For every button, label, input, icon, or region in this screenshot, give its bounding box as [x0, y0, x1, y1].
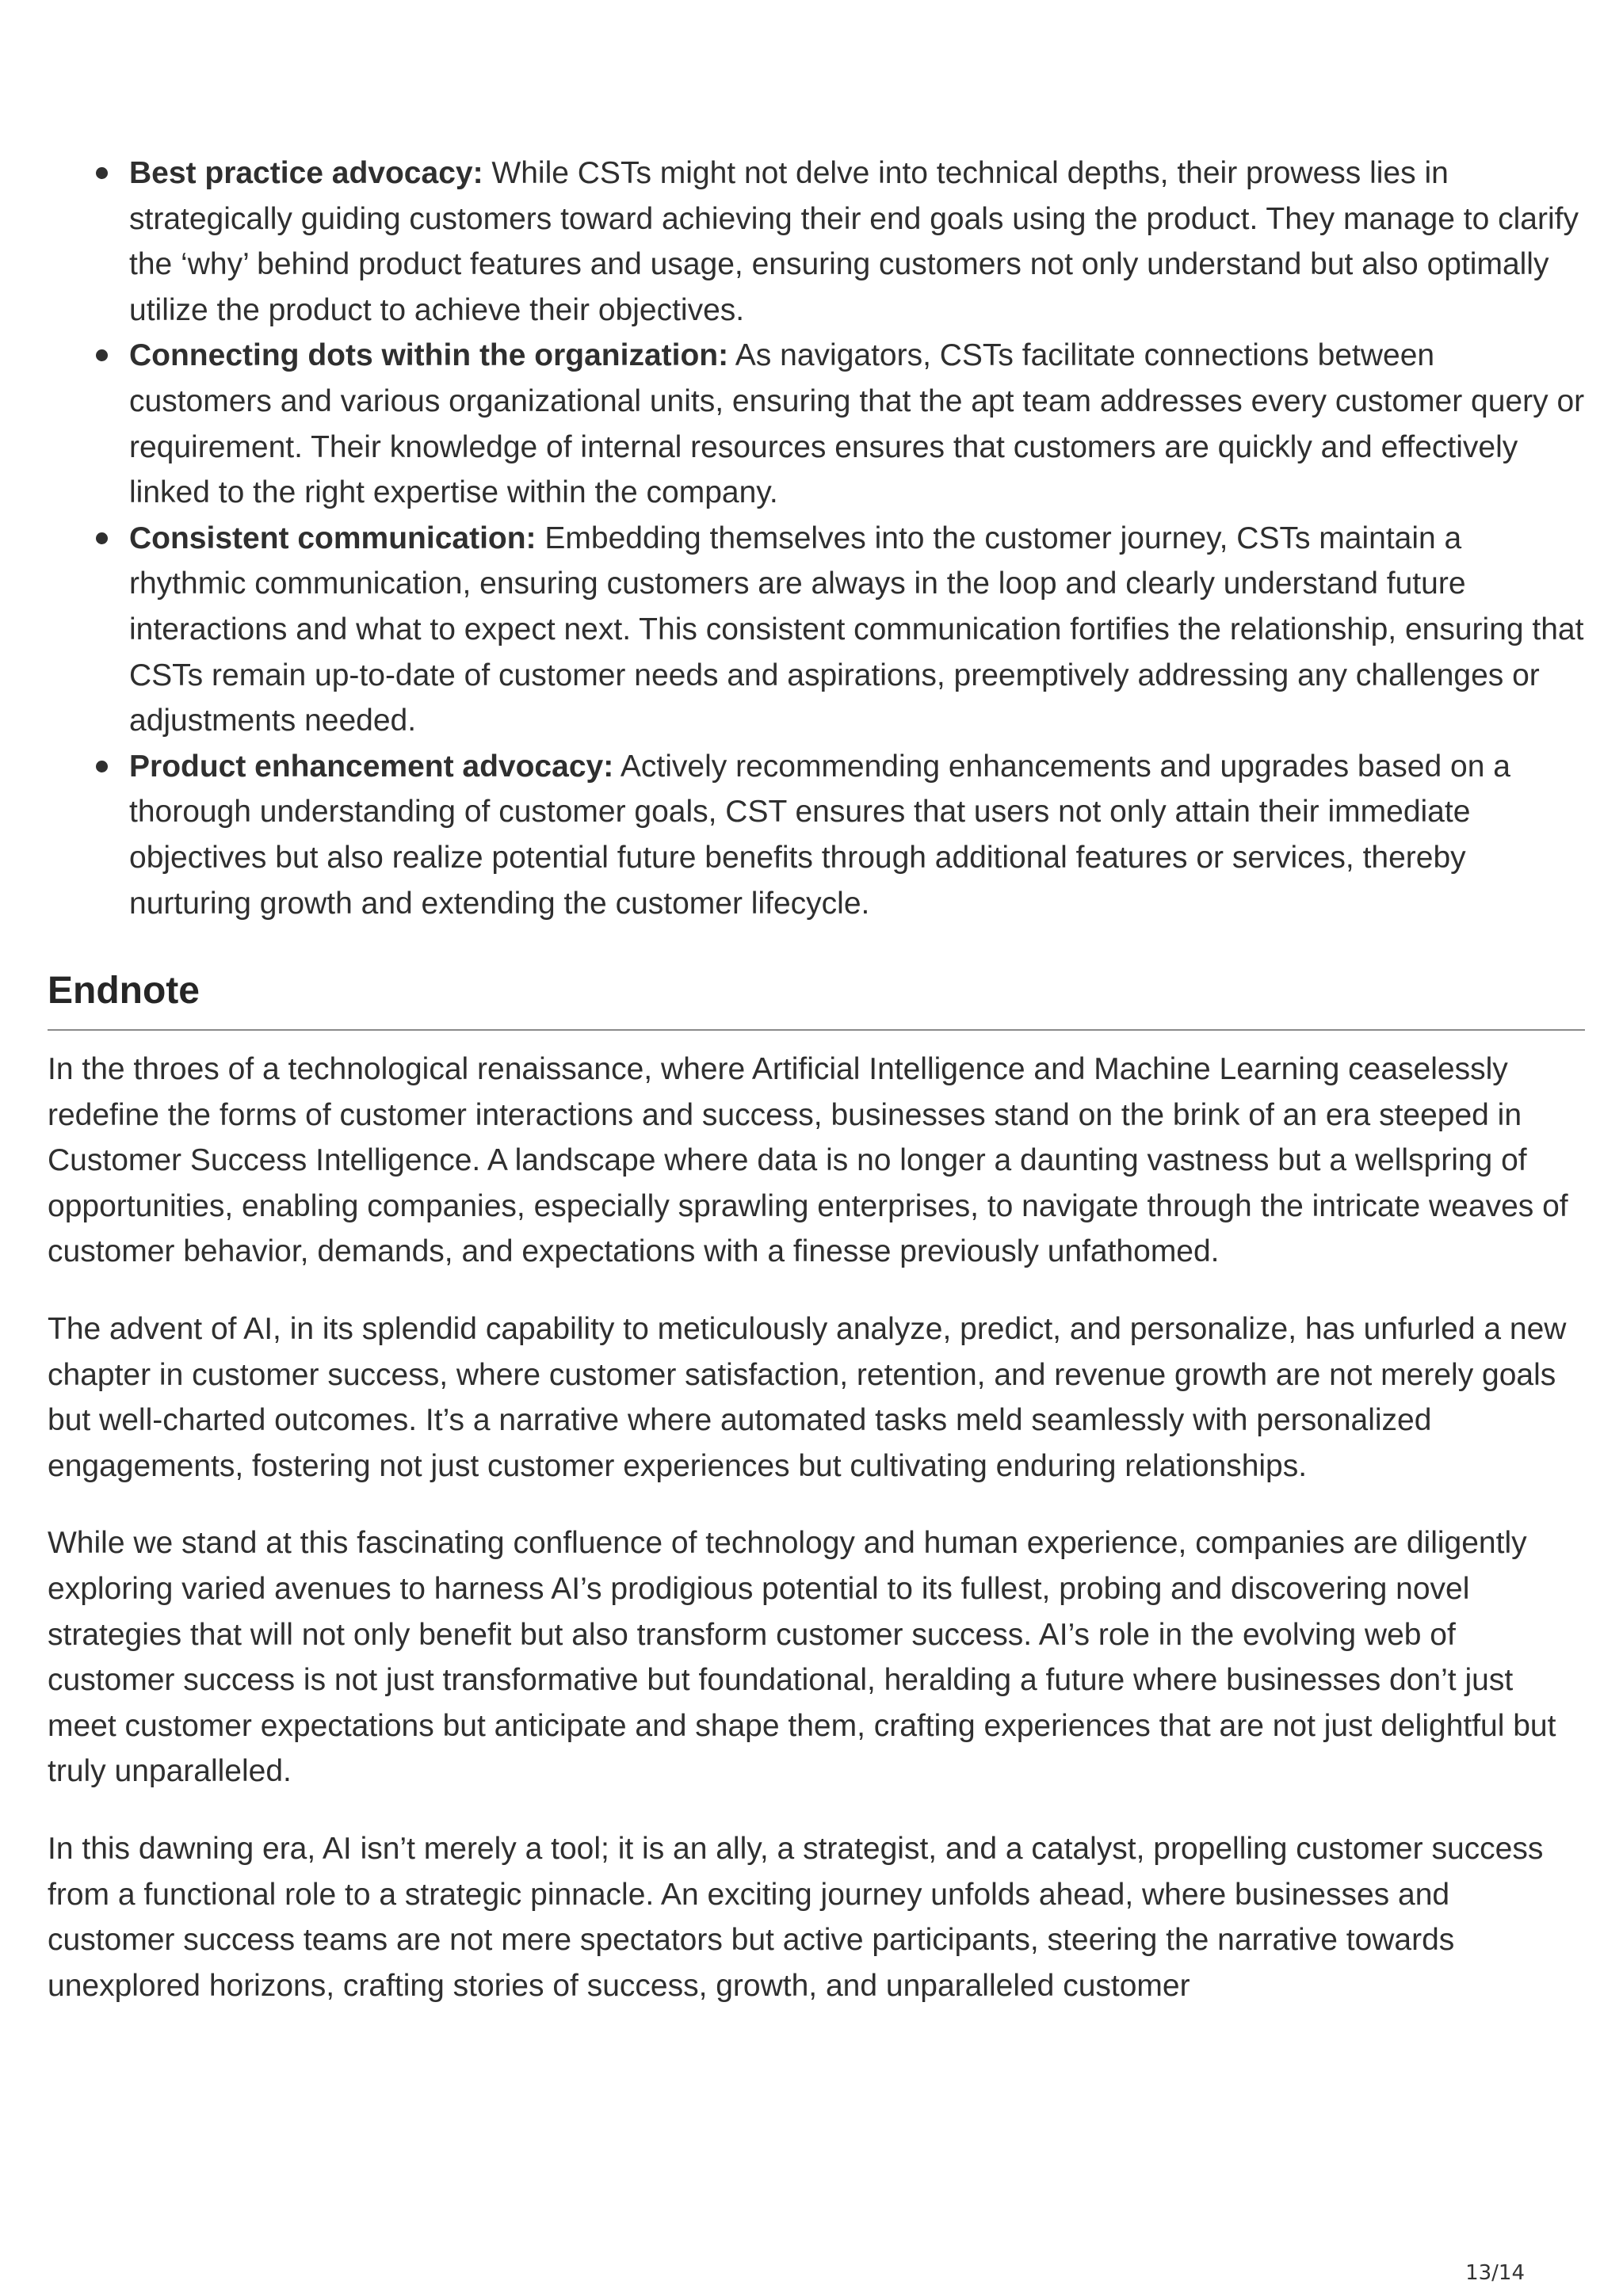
endnote-paragraph-3: While we stand at this fascinating confluence of technology and human experience, companies are diligently exploring varied avenues to harness AI’s prodigious potential to its fullest, probing and discovering novel strategies that will not only benefit but also transform customer success. AI’s role in the evolving web of customer success is not just transformative but foundational, heralding a future where businesses don’t just meet customer expectations but anticipate and shape them, crafting experiences that are not just delightful but truly unparalleled. — [48, 1526, 1556, 1789]
bullet-dot-icon — [96, 761, 108, 772]
list-item-text: While CSTs might not delve into technical depths, their prowess lies in strategically guiding customers toward achieving their end goals using the product. They manage to clarify the ‘why’ behind product features and usage, ensuring customers not only understand but also optimally utilize the product to achieve their objectives. — [129, 156, 1579, 327]
list-item — [129, 744, 1585, 926]
bullet-dot-icon — [96, 532, 108, 544]
list-item-text: As navigators, CSTs facilitate connections between customers and various organizational units, ensuring that the apt team addresses every customer query or requirement. Their knowledge of internal resources ensures that customers are quickly and effectively linked to the right expertise within the company. — [129, 338, 1585, 510]
page-content — [48, 151, 1585, 2008]
list-item-title: Connecting dots within the organization: — [129, 338, 729, 373]
endnote-paragraph-1: In the throes of a technological renaissance, where Artificial Intelligence and Machine Learning ceaselessly redefine the forms of customer interactions and success, businesses stand on the brink of an era steeped in Customer Success Intelligence. A landscape where data is no longer a daunting vastness but a wellspring of opportunities, enabling companies, especially sprawling enterprises, to navigate through the intricate weaves of customer behavior, demands, and expectations with a finesse previously unfathomed. — [48, 1052, 1568, 1269]
endnote-heading: Endnote — [48, 967, 1585, 1031]
list-item-title: Consistent communication: — [129, 521, 537, 555]
page-number: 13/14 — [1465, 2261, 1525, 2285]
list-item-title: Product enhancement advocacy: — [129, 749, 614, 784]
list-item-title: Best practice advocacy: — [129, 156, 483, 190]
list-item-text: Embedding themselves into the customer journey, CSTs maintain a rhythmic communication, ensuring customers are always in the loop and clearly understand future interactions and what to expect next. This consistent communication fortifies the relationship, ensuring that CSTs remain up-to-date of customer needs and aspirations, preemptively addressing any challenges or adjustments needed. — [129, 521, 1584, 738]
cst-practices-list — [48, 151, 1585, 926]
bullet-dot-icon — [96, 349, 108, 361]
list-item — [129, 516, 1585, 744]
endnote-paragraph-4: In this dawning era, AI isn’t merely a tool; it is an ally, a strategist, and a catalyst, propelling customer success from a functional role to a strategic pinnacle. An exciting journey unfolds ahead, where businesses and customer success teams are not mere spectators but active participants, steering the narrative towards unexplored horizons, crafting stories of success, growth, and unparalleled customer — [48, 1832, 1544, 2003]
list-item — [129, 151, 1585, 333]
endnote-paragraph-2: The advent of AI, in its splendid capability to meticulously analyze, predict, and personalize, has unfurled a new chapter in customer success, where customer satisfaction, retention, and revenue growth are not merely goals but well-charted outcomes. It’s a narrative where automated tasks meld seamlessly with personalized engagements, fostering not just customer experiences but cultivating enduring relationships. — [48, 1312, 1567, 1483]
list-item-text: Actively recommending enhancements and upgrades based on a thorough understanding of customer goals, CST ensures that users not only attain their immediate objectives but also realize potential future benefits through additional features or services, thereby nurturing growth and extending the customer lifecycle. — [129, 749, 1510, 921]
list-item — [129, 333, 1585, 515]
bullet-dot-icon — [96, 167, 108, 179]
